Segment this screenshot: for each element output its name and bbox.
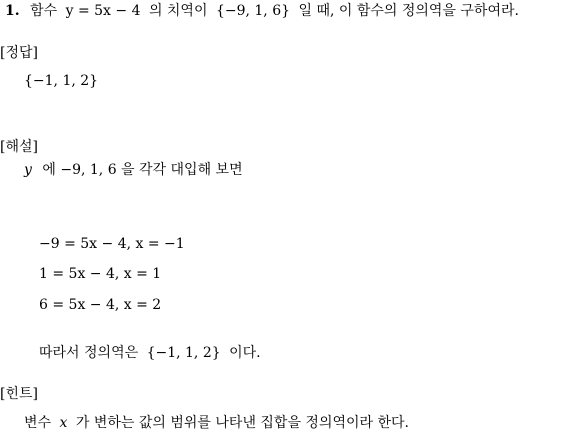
hint-heading: [힌트]	[0, 386, 38, 402]
hint-text-b: 가 변하는 값의 범위를 나타낸 집합을 정의역이라 한다.	[75, 415, 410, 431]
equation-2: 1 = 5x − 4, x = 1	[39, 266, 162, 282]
question-function: y = 5x − 4	[65, 3, 141, 19]
solution-intro-text: 에 −9, 1, 6 을 각각 대입해 보면	[42, 162, 243, 178]
question-line	[5, 2, 519, 20]
conclusion-text-b: 이다.	[229, 345, 261, 361]
answer-value: {−1, 1, 2}	[24, 73, 99, 89]
equation-1: −9 = 5x − 4, x = −1	[39, 236, 185, 252]
question-text-b: 의 치역이	[148, 3, 208, 19]
question-range: {−9, 1, 6}	[215, 3, 291, 19]
solution-intro-var: y	[24, 162, 32, 178]
solution-intro	[24, 161, 243, 179]
hint-text-a: 변수	[24, 415, 52, 431]
solution-conclusion	[39, 344, 261, 362]
conclusion-set: {−1, 1, 2}	[146, 345, 221, 361]
hint-line	[24, 414, 409, 432]
conclusion-text-a: 따라서 정의역은	[39, 345, 139, 361]
equation-3: 6 = 5x − 4, x = 2	[39, 297, 162, 313]
hint-var: x	[59, 415, 68, 431]
answer-heading: [정답]	[0, 45, 38, 61]
question-text-a: 함수	[30, 3, 58, 19]
question-text-c: 일 때, 이 함수의 정의역을 구하여라.	[298, 3, 519, 19]
solution-heading: [해설]	[0, 139, 38, 155]
question-number: 1.	[5, 3, 20, 19]
